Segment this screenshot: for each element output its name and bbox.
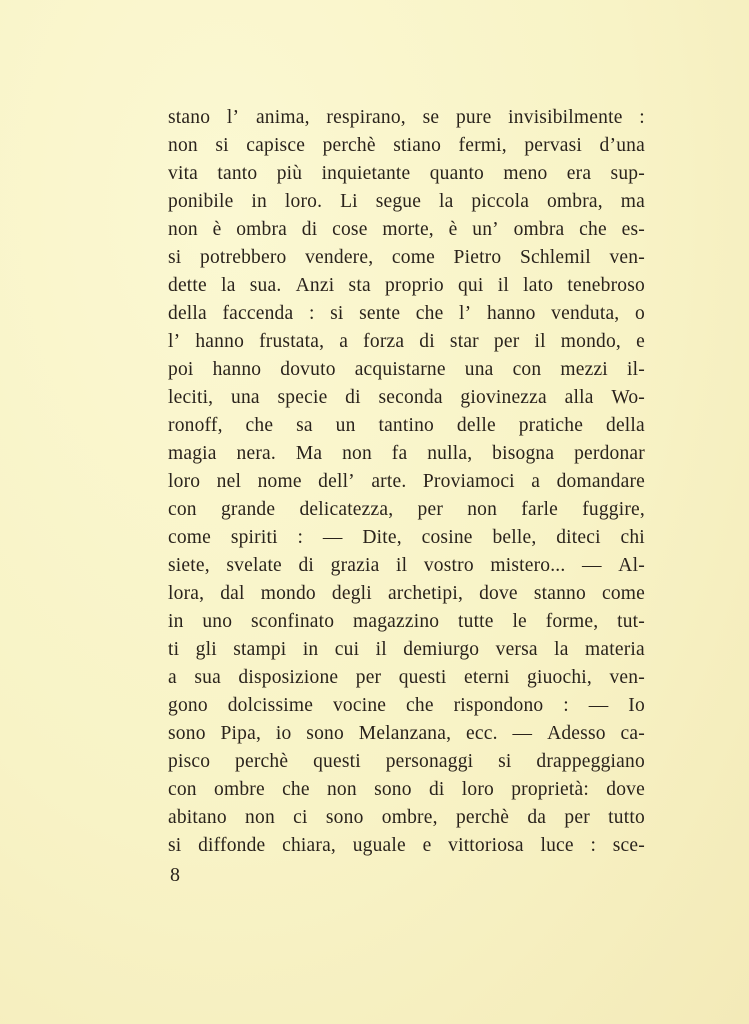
text-line: della faccenda : si sente che l’ hanno venduta, o — [168, 303, 645, 324]
text-line: leciti, una specie di seconda giovinezza alla Wo- — [168, 387, 645, 408]
text-line: abitano non ci sono ombre, perchè da per tutto — [168, 807, 645, 828]
page-number: 8 — [170, 864, 180, 886]
text-line: non è ombra di cose morte, è un’ ombra che es- — [168, 219, 645, 240]
text-line: stano l’ anima, respirano, se pure invisibilmente : — [168, 107, 645, 128]
text-line: loro nel nome dell’ arte. Proviamoci a domandare — [168, 471, 645, 492]
text-line: l’ hanno frustata, a forza di star per il mondo, e — [168, 331, 645, 352]
text-line: si diffonde chiara, uguale e vittoriosa luce : sce- — [168, 835, 645, 856]
body-text — [168, 104, 645, 860]
text-line: vita tanto più inquietante quanto meno era sup- — [168, 163, 645, 184]
text-line: ronoff, che sa un tantino delle pratiche della — [168, 415, 645, 436]
text-line: con grande delicatezza, per non farle fuggire, — [168, 499, 645, 520]
text-line: come spiriti : — Dite, cosine belle, diteci chi — [168, 527, 645, 548]
text-line: siete, svelate di grazia il vostro mistero... — Al- — [168, 555, 645, 576]
text-line: pisco perchè questi personaggi si drappeggiano — [168, 751, 645, 772]
text-line: sono Pipa, io sono Melanzana, ecc. — Adesso ca- — [168, 723, 645, 744]
text-line: si potrebbero vendere, come Pietro Schlemil ven- — [168, 247, 645, 268]
text-line: non si capisce perchè stiano fermi, pervasi d’una — [168, 135, 645, 156]
text-line: con ombre che non sono di loro proprietà: dove — [168, 779, 645, 800]
text-line: dette la sua. Anzi sta proprio qui il lato tenebroso — [168, 275, 645, 296]
text-line: ti gli stampi in cui il demiurgo versa la materia — [168, 639, 645, 660]
text-line: in uno sconfinato magazzino tutte le forme, tut- — [168, 611, 645, 632]
text-line: lora, dal mondo degli archetipi, dove stanno come — [168, 583, 645, 604]
text-line: magia nera. Ma non fa nulla, bisogna perdonar — [168, 443, 645, 464]
text-line: a sua disposizione per questi eterni giuochi, ven- — [168, 667, 645, 688]
text-line: gono dolcissime vocine che rispondono : — Io — [168, 695, 645, 716]
text-line: poi hanno dovuto acquistarne una con mezzi il- — [168, 359, 645, 380]
text-line: ponibile in loro. Li segue la piccola ombra, ma — [168, 191, 645, 212]
